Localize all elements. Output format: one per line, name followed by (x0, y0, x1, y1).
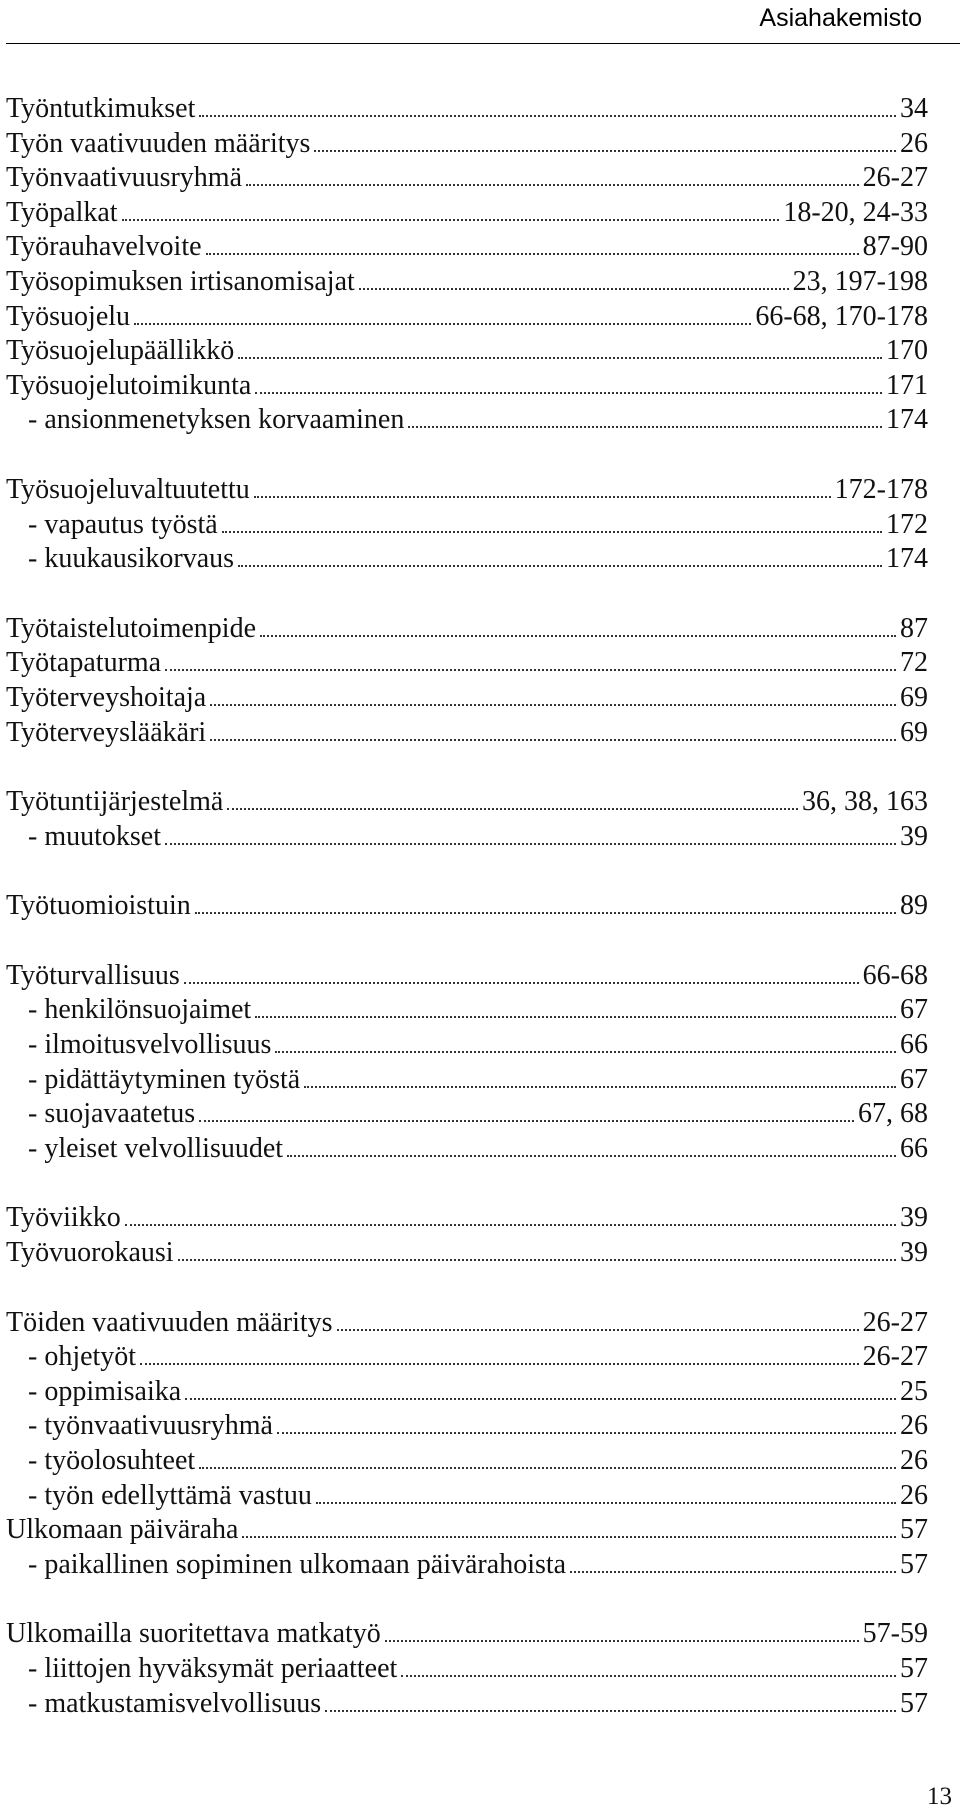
index-term: Työntutkimukset (6, 93, 196, 124)
index-subentry (6, 1652, 928, 1687)
dot-leader (222, 531, 882, 533)
index-pages: 26-27 (862, 1341, 928, 1373)
index-subentry (6, 1340, 928, 1375)
dot-leader (165, 669, 896, 671)
index-term: - ansionmenetyksen korvaaminen (28, 404, 405, 436)
index-entry (6, 1306, 928, 1341)
index-entry (6, 334, 928, 369)
index-term: - suojavaatetus (28, 1098, 196, 1130)
subject-index (6, 92, 928, 1721)
index-term: Työn vaativuuden määritys (6, 127, 311, 159)
dot-leader (254, 496, 831, 498)
index-term: Työtapaturma (6, 647, 162, 679)
index-entry (6, 265, 928, 300)
index-term: Työsuojelu (6, 300, 131, 332)
index-subentry (6, 542, 928, 577)
index-pages: 174 (886, 543, 928, 575)
dot-leader (401, 1675, 896, 1677)
index-subentry (6, 1375, 928, 1410)
index-entry (6, 646, 928, 681)
index-entry (6, 473, 928, 508)
index-entry (6, 1201, 928, 1236)
dot-leader (210, 704, 896, 706)
dot-leader (255, 1016, 896, 1018)
index-pages: 57 (900, 1548, 928, 1580)
index-entry (6, 196, 928, 231)
index-pages: 170 (886, 335, 928, 367)
dot-leader (359, 288, 789, 290)
index-entry (6, 230, 928, 265)
index-entry (6, 300, 928, 335)
index-pages: 87 (900, 612, 928, 644)
dot-leader (199, 1467, 896, 1469)
index-pages: 36, 38, 163 (802, 786, 928, 818)
index-term: - työnvaativuusryhmä (28, 1410, 273, 1442)
index-pages: 57-59 (862, 1618, 928, 1650)
index-pages: 25 (900, 1375, 928, 1407)
index-pages: 89 (900, 890, 928, 922)
index-subentry (6, 1132, 928, 1167)
dot-leader (227, 808, 798, 810)
section-title: Asiahakemisto (759, 4, 922, 32)
dot-leader (165, 843, 896, 845)
index-entry (6, 785, 928, 820)
index-term: - muutokset (28, 820, 161, 852)
dot-leader (199, 1120, 854, 1122)
index-term: Työsuojeluvaltuutettu (6, 473, 250, 505)
index-pages: 171 (886, 369, 928, 401)
dot-leader (238, 357, 882, 359)
dot-leader (275, 1051, 896, 1053)
dot-leader (260, 635, 896, 637)
index-term: Työturvallisuus (6, 959, 180, 991)
index-subentry (6, 820, 928, 855)
dot-leader (178, 1259, 896, 1261)
index-term: Työviikko (6, 1202, 121, 1234)
dot-leader (314, 150, 896, 152)
index-pages: 67 (900, 1063, 928, 1095)
index-pages: 66 (900, 1029, 928, 1061)
index-entry (6, 161, 928, 196)
dot-leader (125, 1224, 896, 1226)
dot-leader (242, 1536, 896, 1538)
dot-leader (287, 1155, 896, 1157)
index-subentry (6, 1548, 928, 1583)
index-pages: 172 (886, 508, 928, 540)
index-term: Työpalkat (6, 196, 118, 228)
index-entry (6, 1513, 928, 1548)
index-term: - kuukausikorvaus (28, 543, 235, 575)
index-pages: 26 (900, 1445, 928, 1476)
page-number: 13 (927, 1783, 952, 1810)
index-pages: 174 (886, 404, 928, 436)
dot-leader (337, 1329, 859, 1331)
index-term: Työsuojelupäällikkö (6, 335, 235, 367)
index-term: Työsuojelutoimikunta (6, 369, 252, 401)
index-pages: 67, 68 (858, 1098, 928, 1130)
index-subentry (6, 508, 928, 543)
index-term: - vapautus työstä (28, 508, 218, 540)
dot-leader (325, 1710, 896, 1712)
index-term: Työtuomioistuin (6, 890, 191, 922)
index-subentry (6, 1063, 928, 1098)
index-term: Työsopimuksen irtisanomisajat (6, 265, 355, 297)
index-subentry (6, 1479, 928, 1514)
index-term: - oppimisaika (28, 1375, 182, 1407)
index-entry (6, 612, 928, 647)
index-subentry (6, 1097, 928, 1132)
index-pages: 87-90 (862, 231, 928, 263)
index-pages: 72 (900, 647, 928, 679)
index-entry (6, 92, 928, 127)
index-term: - pidättäytyminen työstä (28, 1063, 301, 1095)
index-term: Työtuntijärjestelmä (6, 786, 224, 818)
index-term: Työvuorokausi (6, 1237, 174, 1269)
index-term: Töiden vaativuuden määritys (6, 1306, 333, 1338)
index-term: - työolosuhteet (28, 1445, 196, 1476)
index-subentry (6, 403, 928, 438)
index-subentry (6, 1409, 928, 1444)
index-entry (6, 959, 928, 994)
index-term: Työtaistelutoimenpide (6, 612, 256, 644)
index-pages: 39 (900, 820, 928, 852)
index-pages: 26 (900, 1410, 928, 1442)
index-term: Työterveyshoitaja (6, 681, 207, 713)
index-term: - liittojen hyväksymät periaatteet (28, 1652, 398, 1684)
dot-leader (206, 253, 859, 255)
index-subentry (6, 1687, 928, 1722)
index-pages: 172-178 (834, 473, 928, 505)
index-pages: 57 (900, 1514, 928, 1546)
index-term: - yleiset velvollisuudet (28, 1132, 284, 1164)
index-pages: 26 (900, 1479, 928, 1511)
index-pages: 23, 197-198 (792, 265, 928, 297)
page-header (0, 0, 960, 44)
index-pages: 26 (900, 127, 928, 159)
index-entry (6, 127, 928, 162)
index-pages: 66 (900, 1132, 928, 1164)
index-pages: 26-27 (862, 162, 928, 194)
dot-leader (122, 219, 780, 221)
header-divider (6, 43, 960, 44)
index-entry (6, 1236, 928, 1271)
index-pages: 39 (900, 1202, 928, 1234)
index-entry (6, 681, 928, 716)
index-term: - matkustamisvelvollisuus (28, 1687, 322, 1719)
index-entry (6, 889, 928, 924)
index-pages: 18-20, 24-33 (783, 196, 928, 228)
index-pages: 57 (900, 1652, 928, 1684)
index-subentry (6, 1028, 928, 1063)
index-term: Ulkomailla suoritettava matkatyö (6, 1618, 381, 1650)
index-pages: 69 (900, 716, 928, 748)
index-pages: 66-68, 170-178 (755, 300, 928, 332)
index-term: Työterveyslääkäri (6, 716, 207, 748)
index-pages: 57 (900, 1687, 928, 1719)
index-term: Työrauhavelvoite (6, 231, 202, 263)
index-term: - paikallinen sopiminen ulkomaan päivärahoista (28, 1548, 567, 1580)
index-pages: 69 (900, 681, 928, 713)
index-term: - henkilönsuojaimet (28, 994, 252, 1026)
dot-leader (408, 426, 882, 428)
dot-leader (140, 1363, 859, 1365)
dot-leader (199, 115, 896, 117)
index-entry (6, 1617, 928, 1652)
index-term: Ulkomaan päiväraha (6, 1514, 239, 1546)
index-term: - ilmoitusvelvollisuus (28, 1029, 272, 1061)
index-pages: 66-68 (862, 959, 928, 991)
index-term: Työnvaativuusryhmä (6, 162, 242, 194)
dot-leader (238, 565, 882, 567)
dot-leader (316, 1502, 896, 1504)
index-entry (6, 369, 928, 404)
index-subentry (6, 1444, 928, 1479)
dot-leader (570, 1571, 896, 1573)
dot-leader (184, 982, 859, 984)
dot-leader (277, 1432, 896, 1434)
index-pages: 34 (900, 93, 928, 124)
dot-leader (246, 184, 859, 186)
dot-leader (195, 912, 896, 914)
index-subentry (6, 993, 928, 1028)
index-pages: 39 (900, 1237, 928, 1269)
dot-leader (304, 1086, 896, 1088)
dot-leader (185, 1398, 896, 1400)
index-pages: 26-27 (862, 1306, 928, 1338)
index-term: - ohjetyöt (28, 1341, 137, 1373)
dot-leader (255, 392, 882, 394)
dot-leader (210, 739, 896, 741)
dot-leader (385, 1640, 859, 1642)
index-pages: 67 (900, 994, 928, 1026)
index-entry (6, 716, 928, 751)
index-term: - työn edellyttämä vastuu (28, 1479, 312, 1511)
dot-leader (134, 323, 751, 325)
